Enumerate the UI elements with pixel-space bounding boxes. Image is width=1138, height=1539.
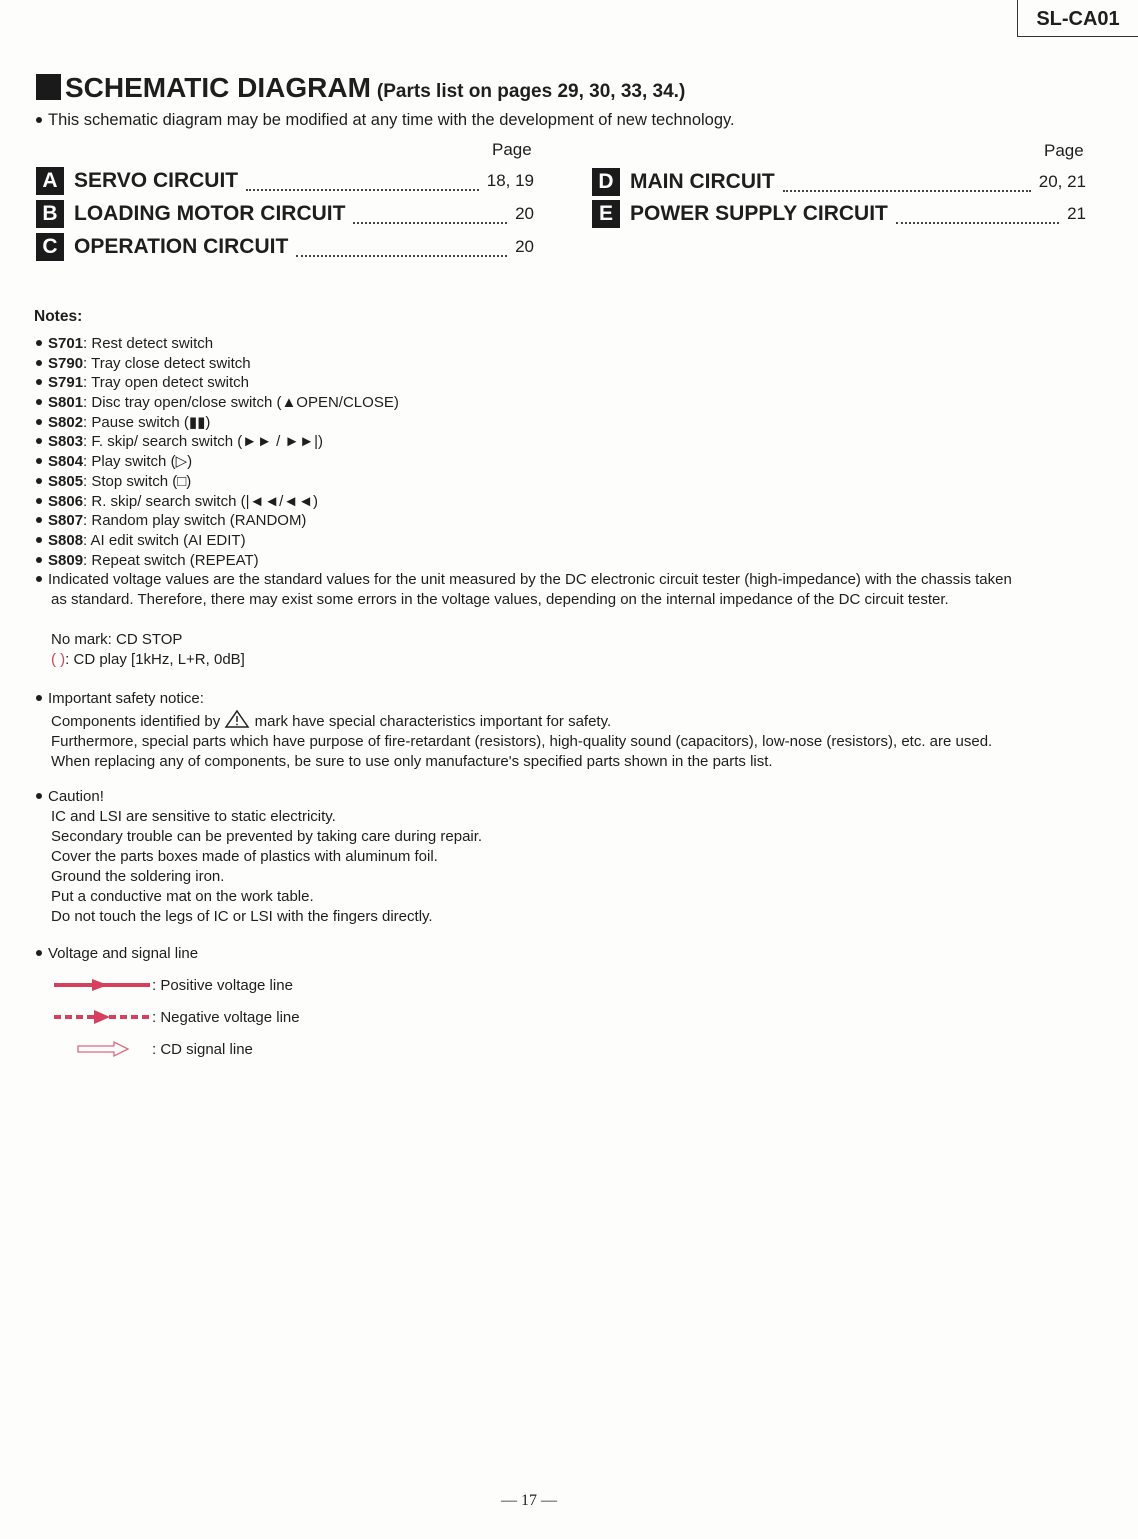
switch-desc: : Tray open detect switch — [83, 374, 249, 392]
bullet-icon — [36, 340, 42, 346]
negative-voltage-line-icon — [52, 1009, 152, 1025]
toc-leader — [783, 172, 1031, 192]
switch-code: S701 — [48, 335, 84, 352]
switch-code: S809 — [48, 551, 84, 569]
caution-line: Ground the soldering iron. — [51, 868, 225, 885]
page-title — [36, 72, 685, 104]
cd-signal-line-icon — [52, 1039, 152, 1059]
list-item — [36, 373, 1096, 393]
warning-triangle-icon — [224, 709, 250, 729]
paren-mark-line — [51, 650, 1111, 670]
safety-head-text: Important safety notice: — [48, 690, 204, 707]
list-item — [36, 393, 1096, 413]
switch-code: S804 — [48, 453, 84, 471]
switch-code: S803 — [48, 433, 84, 451]
switch-code: S801 — [48, 394, 84, 412]
legend-label: : CD signal line — [152, 1040, 253, 1058]
list-item — [36, 334, 1096, 354]
toc-letter: B — [36, 200, 64, 228]
switch-code: S806 — [48, 492, 84, 510]
list-item — [36, 472, 1096, 492]
switch-desc: : Rest detect switch — [83, 335, 214, 352]
switch-symbol: ▷) — [175, 453, 193, 471]
toc-item-main — [592, 168, 1086, 196]
legend-label: : Negative voltage line — [152, 1008, 300, 1026]
toc-item-power-supply — [592, 200, 1086, 228]
bullet-icon — [36, 517, 42, 523]
list-item — [36, 551, 1096, 571]
caution-line: Do not touch the legs of IC or LSI with the fingers directly. — [51, 908, 433, 925]
switch-notes-list — [36, 334, 1096, 610]
bullet-icon — [36, 793, 42, 799]
bullet-icon — [36, 576, 42, 582]
voltage-note-line: Indicated voltage values are the standard values for the unit measured by the DC electronic circuit tester (high-impedance) with the chassis taken — [48, 571, 1012, 589]
bullet-icon — [36, 360, 42, 366]
toc-page: 20, 21 — [1038, 172, 1086, 191]
safety-line-2: Furthermore, special parts which have purpose of fire-retardant (resistors), high-quality sound (capacitors), low-nose (resistors), etc. are used. — [51, 733, 993, 750]
switch-desc: : Play switch ( — [83, 453, 176, 471]
bullet-icon — [36, 419, 42, 425]
title-square-icon — [36, 74, 61, 100]
paren-desc: : CD play [1kHz, L+R, 0dB] — [65, 651, 245, 668]
bullet-icon — [36, 379, 42, 385]
page-number: — 17 — — [501, 1492, 557, 1509]
list-item — [36, 452, 1096, 472]
measure-conditions — [36, 630, 1111, 670]
switch-desc: : Tray close detect switch — [83, 354, 251, 372]
switch-desc: : Repeat switch (REPEAT) — [83, 551, 259, 569]
bullet-icon — [36, 458, 42, 464]
bullet-icon — [36, 695, 42, 701]
legend-negative — [52, 1006, 300, 1028]
switch-desc: : R. skip/ search switch ( — [83, 492, 246, 510]
list-item — [36, 531, 1096, 551]
toc-leader — [896, 204, 1059, 224]
switch-code: S807 — [48, 512, 84, 530]
caution-line: IC and LSI are sensitive to static electricity. — [51, 808, 336, 825]
toc-name: SERVO CIRCUIT — [74, 169, 239, 192]
legend-positive — [52, 974, 293, 996]
toc-name: MAIN CIRCUIT — [630, 170, 775, 193]
switch-code: S805 — [48, 472, 84, 490]
switch-symbol: ▮▮) — [188, 413, 211, 431]
positive-voltage-line-icon — [52, 977, 152, 993]
switch-code: S790 — [48, 354, 84, 372]
caution-line: Put a conductive mat on the work table. — [51, 888, 314, 905]
bullet-icon — [36, 950, 42, 956]
page-header-right: Page — [1044, 141, 1084, 160]
safety-line-1 — [36, 709, 1096, 732]
lines-heading-text: Voltage and signal line — [48, 945, 199, 962]
safety-notice — [36, 689, 1096, 772]
switch-desc: : Stop switch ( — [83, 472, 178, 490]
safety-line-3: When replacing any of components, be sure to use only manufacture's specified parts shown in the parts list. — [51, 753, 773, 770]
switch-desc: : Pause switch ( — [83, 413, 189, 431]
safety-head — [36, 689, 1096, 709]
bullet-icon — [36, 498, 42, 504]
toc-leader — [353, 204, 507, 224]
toc-page: 21 — [1067, 204, 1086, 223]
caution-line: Secondary trouble can be prevented by taking care during repair. — [51, 828, 483, 845]
list-item — [36, 413, 1096, 433]
switch-code: S802 — [48, 413, 84, 431]
list-item — [36, 432, 1096, 452]
caution-line: Cover the parts boxes made of plastics with aluminum foil. — [51, 848, 438, 865]
bullet-icon — [36, 478, 42, 484]
list-item — [36, 590, 1096, 610]
lines-heading — [36, 944, 1096, 964]
caution-head — [36, 787, 1096, 807]
toc-leader — [246, 171, 479, 191]
list-item — [36, 511, 1096, 531]
switch-symbol: |◄◄/◄◄) — [245, 492, 319, 510]
toc-letter: C — [36, 233, 64, 261]
switch-symbol: ▲OPEN/CLOSE) — [281, 394, 399, 412]
legend-cd-signal — [52, 1038, 253, 1060]
switch-code: S791 — [48, 374, 84, 392]
switch-desc: : Random play switch (RANDOM) — [83, 512, 307, 530]
toc-name: POWER SUPPLY CIRCUIT — [630, 202, 888, 225]
legend-label: : Positive voltage line — [152, 976, 293, 994]
toc-item-operation — [36, 233, 534, 261]
intro-text: This schematic diagram may be modified at any time with the development of new technology. — [48, 111, 735, 129]
caution-block — [36, 787, 1096, 927]
list-item — [36, 570, 1096, 590]
voltage-note-line: as standard. Therefore, there may exist some errors in the voltage values, depending on the internal impedance of the DC circuit tester. — [51, 590, 949, 608]
safety-line-1a: Components identified by — [51, 713, 221, 730]
toc-name: OPERATION CIRCUIT — [74, 235, 289, 258]
page-header-left: Page — [492, 140, 532, 159]
toc-page: 20 — [515, 237, 534, 256]
model-number: SL-CA01 — [1017, 0, 1138, 37]
toc-item-loading-motor — [36, 200, 534, 228]
toc-item-servo — [36, 167, 534, 195]
switch-desc: : AI edit switch (AI EDIT) — [83, 531, 246, 549]
caution-head-text: Caution! — [48, 788, 104, 805]
switch-desc: : F. skip/ search switch ( — [83, 433, 243, 451]
title-subtitle: (Parts list on pages 29, 30, 33, 34.) — [376, 81, 686, 102]
toc-name: LOADING MOTOR CIRCUIT — [74, 202, 346, 225]
safety-line-1b: mark have special characteristics important for safety. — [254, 713, 612, 730]
bullet-icon — [36, 399, 42, 405]
switch-code: S808 — [48, 531, 84, 549]
no-mark-line: No mark: CD STOP — [51, 631, 183, 648]
toc-page: 18, 19 — [486, 171, 534, 190]
switch-desc: : Disc tray open/close switch ( — [83, 394, 282, 412]
switch-symbol: □) — [177, 472, 192, 490]
switch-symbol: ►► / ►►|) — [242, 433, 324, 451]
toc-page: 20 — [515, 204, 534, 223]
bullet-icon — [36, 557, 42, 563]
toc-letter: E — [592, 200, 620, 228]
bullet-icon — [36, 117, 42, 123]
bullet-icon — [36, 438, 42, 444]
title-main: SCHEMATIC DIAGRAM — [65, 72, 371, 103]
toc-letter: A — [36, 167, 64, 195]
bullet-icon — [36, 537, 42, 543]
toc-leader — [296, 237, 507, 257]
toc-letter: D — [592, 168, 620, 196]
paren-mark: ( ) — [51, 651, 66, 668]
intro-line — [36, 111, 735, 130]
notes-heading: Notes: — [34, 308, 83, 325]
list-item — [36, 354, 1096, 374]
list-item — [36, 492, 1096, 512]
